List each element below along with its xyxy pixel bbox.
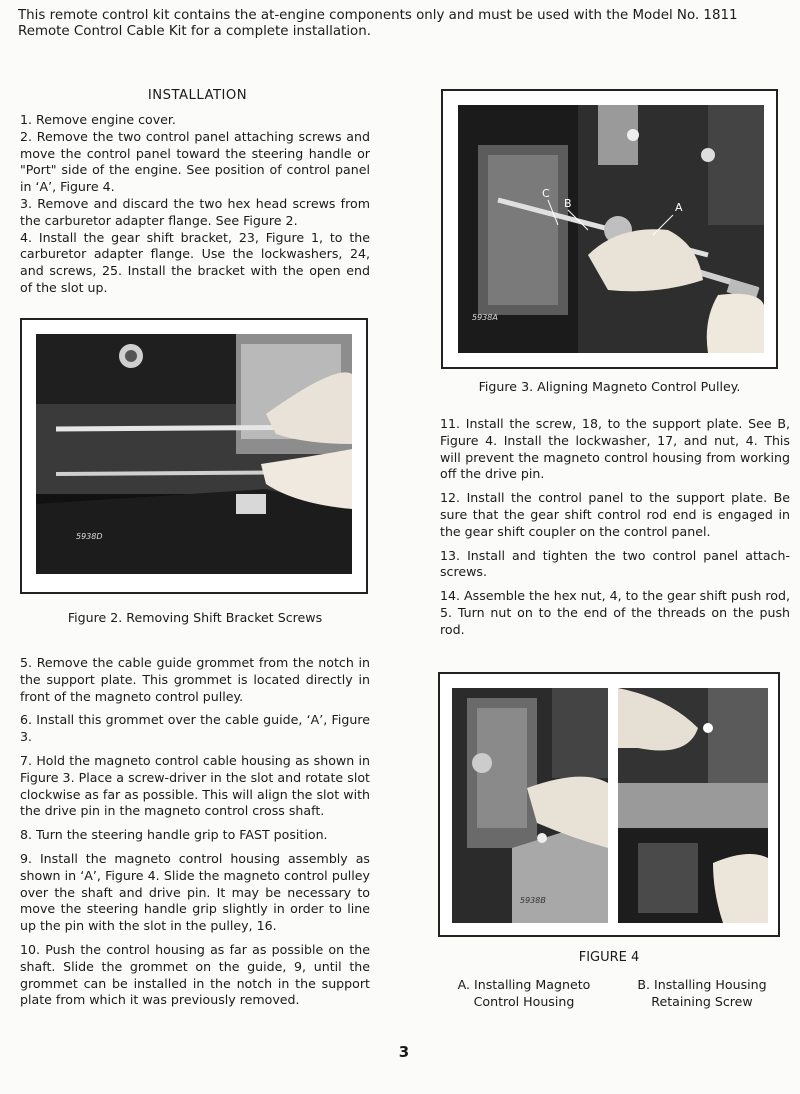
step-13: 13. Install and tighten the two control panel attach-screws. (440, 547, 790, 580)
step-11: 11. Install the screw, 18, to the support plate. See B, Figure 4. Install the lockwasher, 17, and nut, 4. This will prevent the magneto control housing from working off the drive pin. (440, 416, 790, 482)
figure-4a-caption-line-1: A. Installing Magneto (457, 977, 591, 992)
figure-2-photo-code: 5938D (76, 532, 103, 541)
step-10: 10. Push the control housing as far as possible on the shaft. Slide the grommet on the guide, 9, until the grommet can be installed in the notch in the support plate from which it was previously removed. (20, 941, 370, 1008)
step-3: 3. Remove and discard the two hex head screws from the carburetor adapter flange. See Figure 2. (20, 195, 370, 228)
figure-4-title: FIGURE 4 (578, 950, 640, 965)
installation-heading: INSTALLATION (147, 88, 248, 103)
figure-2-frame (20, 318, 368, 594)
figure-3-caption: Figure 3. Aligning Magneto Control Pulley. (478, 379, 741, 394)
steps-left-bottom (20, 655, 370, 1009)
step-4: 4. Install the gear shift bracket, 23, Figure 1, to the carburetor adapter flange. Use the lockwashers, 24, and screws, 25. Install the bracket with the open end of the slot up. (20, 229, 370, 295)
steps-right (440, 416, 790, 639)
step-2: 2. Remove the two control panel attaching screws and move the control panel toward the steering handle or "Port" side of the engine. See position of control panel in ‘A’, Figure 4. (20, 128, 370, 195)
figure-2-photo (36, 334, 352, 574)
step-5: 5. Remove the cable guide grommet from the notch in the support plate. This grommet is located directly in front of the magneto control pulley. (20, 655, 370, 704)
figure-4b-caption (618, 976, 786, 1010)
figure-4b-caption-line-1: B. Installing Housing (637, 977, 767, 992)
figure-2-caption: Figure 2. Removing Shift Bracket Screws (67, 610, 323, 625)
figure-3-label-c: C (542, 187, 550, 200)
step-1: 1. Remove engine cover. (20, 112, 176, 127)
step-8: 8. Turn the steering handle grip to FAST position. (20, 827, 328, 843)
figure-4b-photo (618, 688, 768, 923)
figure-3-frame (441, 89, 778, 369)
figure-3-photo-code: 5938A (472, 313, 498, 322)
step-7: 7. Hold the magneto control cable housing as shown in Figure 3. Place a screw-driver in the slot and rotate slot clockwise as far as possible. This will align the slot with the drive pin in the magneto control cross shaft. (20, 752, 370, 819)
step-12: 12. Install the control panel to the support plate. Be sure that the gear shift control rod end is engaged in the gear shift coupler on the control panel. (440, 490, 790, 539)
figure-3-label-b: B (564, 197, 572, 210)
figure-4-frame (438, 672, 780, 937)
step-14: 14. Assemble the hex nut, 4, to the gear shift push rod, 5. Turn nut on to the end of the threads on the push rod. (440, 588, 790, 637)
steps-left-top (20, 112, 370, 297)
figure-4a-photo (452, 688, 608, 923)
figure-4-photo-code: 5938B (520, 896, 546, 905)
figure-3-photo (458, 105, 764, 353)
page-number: 3 (398, 1043, 410, 1061)
figure-4b-caption-line-2: Retaining Screw (651, 994, 753, 1009)
step-6: 6. Install this grommet over the cable guide, ‘A’, Figure 3. (20, 712, 370, 745)
step-9: 9. Install the magneto control housing assembly as shown in ‘A’, Figure 4. Slide the magneto control pulley over the shaft and drive pin. It may be necessary to move the steering handle grip slightly in order to line up the pin with the slot in the pulley, 16. (20, 850, 370, 934)
intro-text: This remote control kit contains the at-engine components only and must be used with the Model No. 1811 Remote Control Cable Kit for a complete installation. (18, 8, 738, 39)
figure-4a-caption (438, 976, 610, 1010)
figure-4a-caption-line-2: Control Housing (473, 994, 575, 1009)
figure-3-label-a: A (675, 201, 683, 214)
